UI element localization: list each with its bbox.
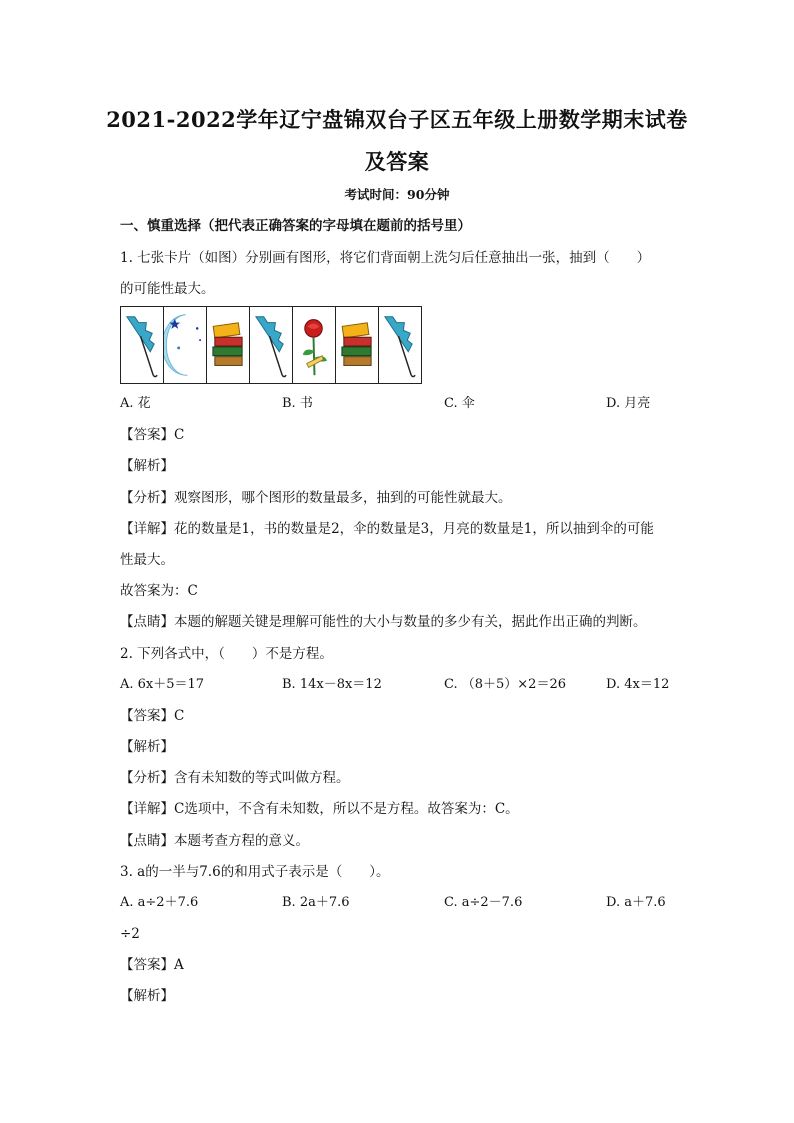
card-umbrella-3: [379, 307, 421, 383]
q3-option-d-continued: ÷2: [120, 926, 140, 942]
q1-card-strip: [120, 306, 422, 384]
q2-option-d: D. 4x＝12: [606, 677, 670, 692]
q2-answer: 【答案】C: [120, 708, 185, 724]
q2-detail: 【详解】C选项中，不含有未知数，所以不是方程。故答案为：C。: [120, 801, 519, 817]
rose-icon: [293, 307, 335, 383]
q3-option-c: C. a÷2－7.6: [444, 895, 523, 910]
card-flower: [293, 307, 336, 383]
q2-option-c: C. （8＋5）×2＝26: [444, 677, 566, 692]
q1-detail-line1: 【详解】花的数量是1，书的数量是2，伞的数量是3，月亮的数量是1，所以抽到伞的可能: [120, 521, 654, 537]
doc-title-line2: 及答案: [364, 149, 430, 174]
q1-option-a: A. 花: [120, 396, 151, 411]
exam-time: 考试时间：90分钟: [344, 187, 450, 202]
q1-answer: 【答案】C: [120, 427, 185, 443]
q2-option-b: B. 14x－8x＝12: [282, 677, 382, 692]
section-heading: 一、慎重选择（把代表正确答案的字母填在题前的括号里）: [120, 218, 471, 234]
q2-stem: 2. 下列各式中，（ ）不是方程。: [120, 646, 333, 662]
card-umbrella-2: [250, 307, 293, 383]
q2-fenxi: 【分析】含有未知数的等式叫做方程。: [120, 770, 350, 786]
umbrella-icon: [379, 307, 421, 383]
q2-analysis: 【解析】: [120, 739, 174, 755]
q3-option-b: B. 2a＋7.6: [282, 895, 350, 910]
q1-option-b: B. 书: [282, 396, 313, 411]
q3-stem: 3. a的一半与7.6的和用式子表示是（ ）。: [120, 864, 390, 880]
q1-dianjing: 【点睛】本题的解题关键是理解可能性的大小与数量的多少有关，据此作出正确的判断。: [120, 614, 647, 630]
books-icon: [336, 307, 378, 383]
books-icon: [207, 307, 249, 383]
card-umbrella-1: [121, 307, 164, 383]
card-books-1: [207, 307, 250, 383]
q1-stem-line2: 的可能性最大。: [120, 281, 215, 297]
q1-conclusion: 故答案为：C: [120, 583, 198, 599]
q1-analysis: 【解析】: [120, 458, 174, 474]
umbrella-icon: [250, 307, 292, 383]
q2-dianjing: 【点睛】本题考查方程的意义。: [120, 833, 309, 849]
q1-stem-line1: 1. 七张卡片（如图）分别画有图形，将它们背面朝上洗匀后任意抽出一张，抽到（ ）: [120, 250, 651, 266]
q1-detail-line2: 性最大。: [120, 552, 174, 568]
q3-option-a: A. a÷2＋7.6: [120, 895, 199, 910]
umbrella-icon: [121, 307, 163, 383]
q1-option-c: C. 伞: [444, 396, 475, 411]
q1-option-d: D. 月亮: [606, 396, 651, 411]
card-books-2: [336, 307, 379, 383]
q3-option-d: D. a＋7.6: [606, 895, 666, 910]
q3-answer: 【答案】A: [120, 957, 184, 973]
q2-option-a: A. 6x＋5＝17: [120, 677, 205, 692]
q1-fenxi: 【分析】观察图形，哪个图形的数量最多，抽到的可能性就最大。: [120, 490, 512, 506]
doc-title-line1: 2021-2022学年辽宁盘锦双台子区五年级上册数学期末试卷: [106, 107, 688, 132]
q3-analysis: 【解析】: [120, 988, 174, 1004]
moon-icon: [164, 307, 206, 383]
card-moon: [164, 307, 207, 383]
